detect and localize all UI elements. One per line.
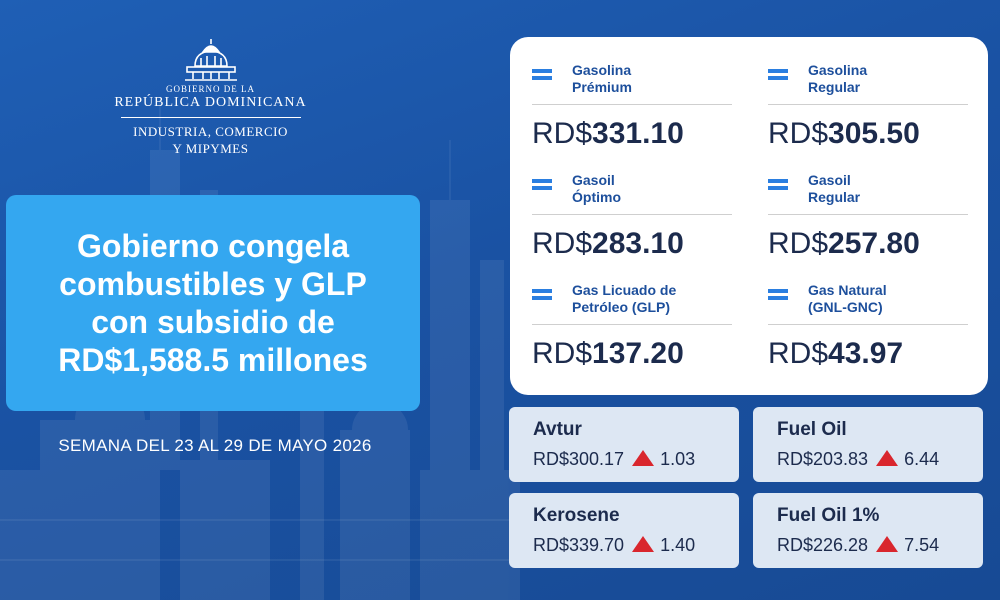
fuel-price: RD$305.50 xyxy=(768,117,920,150)
equals-icon xyxy=(768,289,788,303)
fuel-name: Gasoil Regular xyxy=(808,172,861,205)
card-value: RD$226.28 7.54 xyxy=(777,535,940,555)
up-triangle-icon xyxy=(876,536,898,552)
card-value: RD$203.83 6.44 xyxy=(777,449,940,469)
up-triangle-icon xyxy=(632,450,654,466)
logo-line-2: REPÚBLICA DOMINICANA xyxy=(114,95,307,110)
fuel-name: Gas Licuado de Petróleo (GLP) xyxy=(572,282,677,315)
up-triangle-icon xyxy=(876,450,898,466)
card-title: Avtur xyxy=(533,419,582,440)
card-title: Fuel Oil xyxy=(777,419,847,440)
fuel-name: Gasoil Óptimo xyxy=(572,172,621,205)
divider xyxy=(532,104,732,105)
fuel-name: Gas Natural (GNL-GNC) xyxy=(808,282,887,315)
fuel-price: RD$331.10 xyxy=(532,117,684,150)
card-value: RD$300.17 1.03 xyxy=(533,449,696,469)
equals-icon xyxy=(532,179,552,193)
equals-icon xyxy=(768,179,788,193)
up-triangle-icon xyxy=(632,536,654,552)
headline-line-1: Gobierno congela xyxy=(76,228,349,264)
card-fuel-oil-1 xyxy=(753,493,983,568)
card-value: RD$339.70 1.40 xyxy=(533,535,696,555)
divider xyxy=(532,214,732,215)
government-logo xyxy=(108,38,313,157)
card-kerosene xyxy=(509,493,739,568)
divider xyxy=(768,214,968,215)
capitol-dome-icon xyxy=(183,38,239,82)
card-title: Kerosene xyxy=(533,505,620,526)
divider xyxy=(532,324,732,325)
week-label: SEMANA DEL 23 AL 29 DE MAYO 2026 xyxy=(58,436,372,455)
headline-line-4: RD$1,588.5 millones xyxy=(58,342,368,378)
equals-icon xyxy=(532,289,552,303)
card-title: Fuel Oil 1% xyxy=(777,505,880,526)
headline-line-3: con subsidio de xyxy=(91,304,335,340)
logo-line-4: Y MIPYMES xyxy=(172,141,249,156)
fuel-name: Gasolina Prémium xyxy=(572,62,632,95)
logo-line-3: INDUSTRIA, COMERCIO xyxy=(133,124,288,139)
card-avtur xyxy=(509,407,739,482)
equals-icon xyxy=(532,69,552,83)
fuel-price: RD$283.10 xyxy=(532,227,684,260)
equals-icon xyxy=(768,69,788,83)
logo-line-1: GOBIERNO DE LA xyxy=(166,84,255,94)
logo-divider xyxy=(121,117,301,118)
headline-line-2: combustibles y GLP xyxy=(59,266,367,302)
fuel-prices-panel xyxy=(510,37,988,395)
divider xyxy=(768,104,968,105)
card-fuel-oil xyxy=(753,407,983,482)
fuel-name: Gasolina Regular xyxy=(808,62,868,95)
headline-box xyxy=(6,195,420,411)
fuel-price: RD$137.20 xyxy=(532,337,684,370)
divider xyxy=(768,324,968,325)
fuel-price: RD$43.97 xyxy=(768,337,904,370)
fuel-price: RD$257.80 xyxy=(768,227,920,260)
